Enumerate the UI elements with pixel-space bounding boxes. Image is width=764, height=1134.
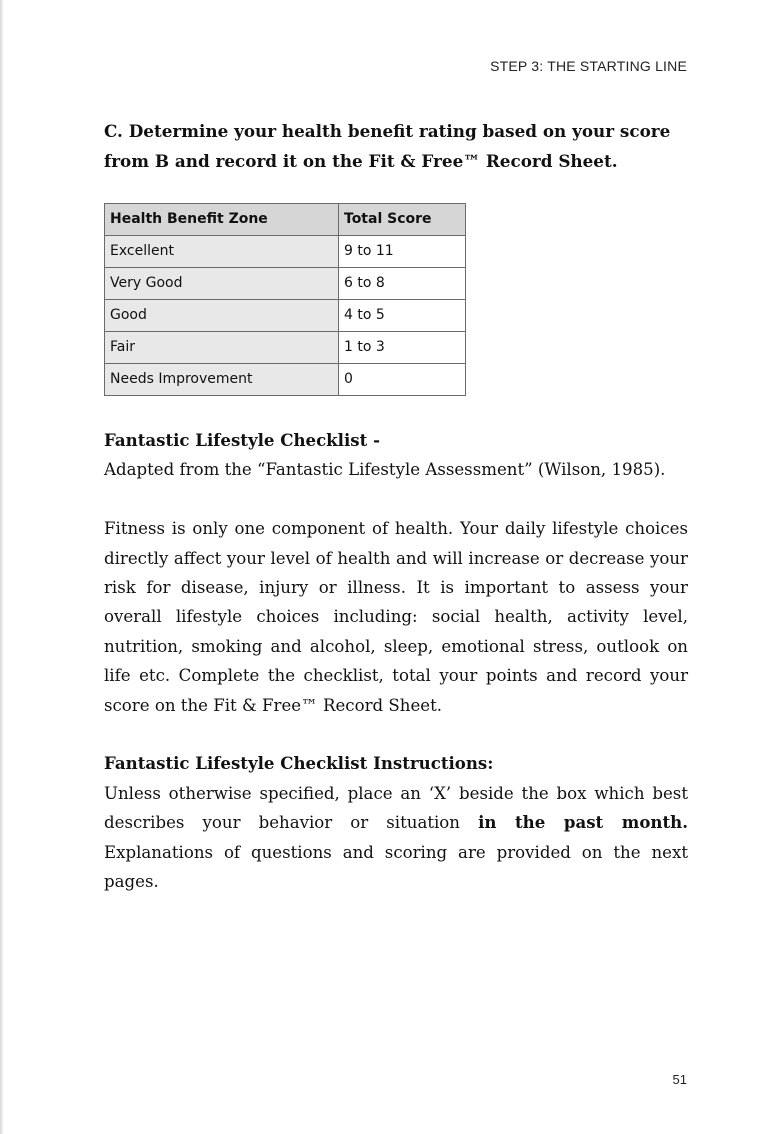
page-content [104, 117, 688, 896]
paragraph-spacer [104, 485, 688, 514]
zone-cell: Good [105, 300, 339, 332]
score-cell: 0 [339, 364, 466, 396]
section-c-heading: C. Determine your health benefit rating based on your score from B and record it on the Fit & Free™ Record Sheet. [104, 121, 671, 171]
instructions-paragraph [104, 779, 688, 897]
table-row [105, 236, 466, 268]
zone-cell: Needs Improvement [105, 364, 339, 396]
checklist-source: Adapted from the “Fantastic Lifestyle Assessment” (Wilson, 1985). [104, 460, 666, 480]
zone-cell: Excellent [105, 236, 339, 268]
score-cell: 6 to 8 [339, 268, 466, 300]
zone-cell: Very Good [105, 268, 339, 300]
column-header-score: Total Score [339, 204, 466, 236]
running-header: STEP 3: THE STARTING LINE [490, 58, 687, 74]
paragraph-spacer [104, 720, 688, 749]
table-header-row [105, 204, 466, 236]
score-cell: 4 to 5 [339, 300, 466, 332]
table-row [105, 268, 466, 300]
column-header-zone: Health Benefit Zone [105, 204, 339, 236]
instructions-title: Fantastic Lifestyle Checklist Instructions: [104, 753, 494, 774]
score-cell: 9 to 11 [339, 236, 466, 268]
page-number: 51 [672, 1072, 687, 1087]
zone-cell: Fair [105, 332, 339, 364]
score-cell: 1 to 3 [339, 332, 466, 364]
table-row [105, 300, 466, 332]
checklist-title: Fantastic Lifestyle Checklist - [104, 430, 380, 450]
instructions-text-bold: in the past month. [478, 812, 688, 833]
checklist-intro: Fitness is only one component of health. Your daily lifestyle choices directly affect your level of health and will increase or decrease your risk for disease, injury or illness. It is important to assess your overall lifestyle choices including: social health, activity level, nutrition, smoking and alcohol, sleep, emotional stress, outlook on life etc. Complete the checklist, total your points and record your score on the Fit & Free™ Record Sheet. [104, 519, 688, 715]
instructions-text-before: Unless otherwise specified, place an ‘X’ beside the box which best describes your behavior or situation [104, 783, 688, 833]
health-benefit-zone-table [104, 203, 466, 396]
instructions-text-after: Explanations of questions and scoring are provided on the next pages. [104, 842, 688, 892]
table-row [105, 364, 466, 396]
page-edge [0, 0, 3, 1134]
table-row [105, 332, 466, 364]
